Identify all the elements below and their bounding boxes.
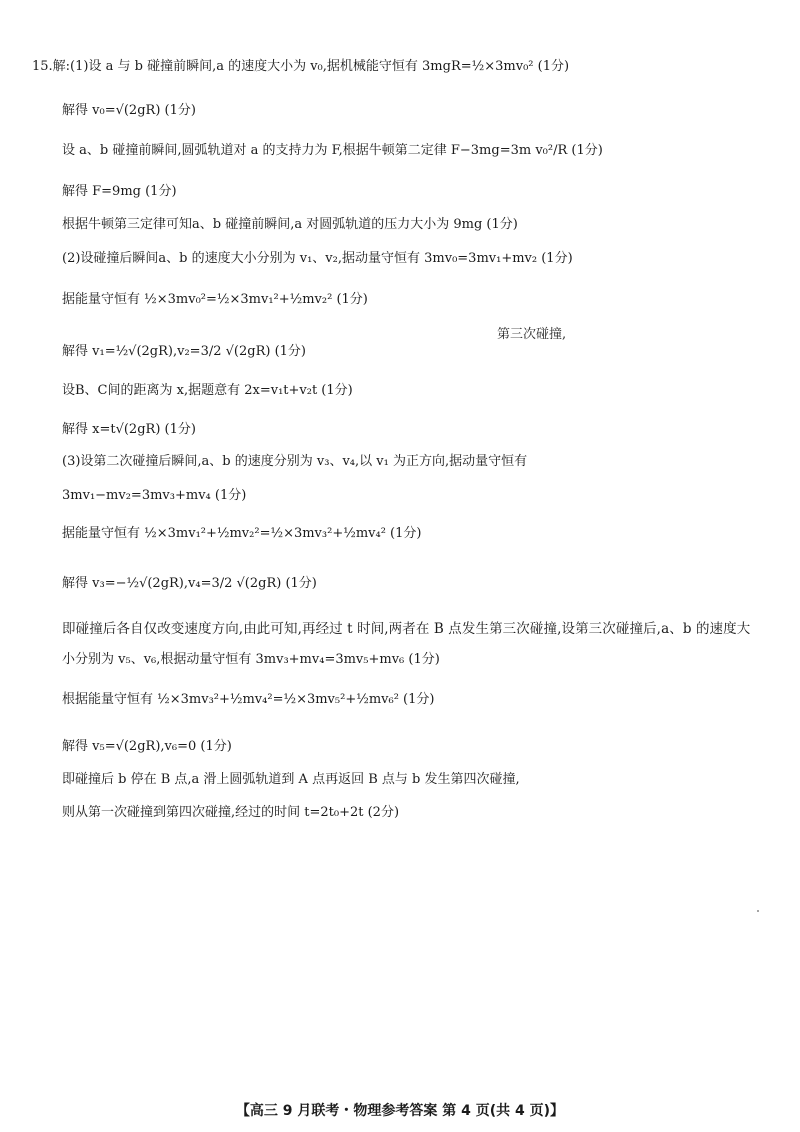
solution-line-4: 解得 F=9mg (1分) [62, 184, 177, 199]
solution-line-20: 则从第一次碰撞到第四次碰撞,经过的时间 t=2t₀+2t (2分) [62, 805, 400, 820]
solution-line-1: 15.解:(1)设 a 与 b 碰撞前瞬间,a 的速度大小为 v₀,据机械能守恒有 3mgR=½×3mv₀² (1分) [32, 59, 570, 74]
solution-line-3: 设 a、b 碰撞前瞬间,圆弧轨道对 a 的支持力为 F,根据牛顿第二定律 F−3mg=3m v₀²/R (1分) [62, 143, 603, 158]
solution-line-5: 根据牛顿第三定律可知a、b 碰撞前瞬间,a 对圆弧轨道的压力大小为 9mg (1分) [62, 217, 518, 232]
solution-line-12: 3mv₁−mv₂=3mv₃+mv₄ (1分) [62, 488, 247, 503]
solution-line-11: (3)设第二次碰撞后瞬间,a、b 的速度分别为 v₃、v₄,以 v₁ 为正方向,据动量守恒有 [62, 454, 528, 469]
solution-line-2: 解得 v₀=√(2gR) (1分) [62, 103, 196, 118]
solution-line-18: 解得 v₅=√(2gR),v₆=0 (1分) [62, 739, 232, 754]
solution-line-15: 即碰撞后各自仅改变速度方向,由此可知,再经过 t 时间,两者在 B 点发生第三次碰撞,设第三次碰撞后,a、b 的速度大 [62, 621, 751, 637]
page-footer: 【高三 9 月联考・物理参考答案 第 4 页(共 4 页)】 [235, 1103, 565, 1119]
solution-line-16: 小分别为 v₅、v₆,根据动量守恒有 3mv₃+mv₄=3mv₅+mv₆ (1分) [62, 652, 440, 667]
solution-line-9: 设B、C间的距离为 x,据题意有 2x=v₁t+v₂t (1分) [62, 383, 353, 398]
scan-speck [757, 910, 759, 912]
solution-line-13: 据能量守恒有 ½×3mv₁²+½mv₂²=½×3mv₃²+½mv₄² (1分) [62, 526, 422, 541]
solution-line-6: (2)设碰撞后瞬间a、b 的速度大小分别为 v₁、v₂,据动量守恒有 3mv₀=3mv₁+mv₂ (1分) [62, 251, 573, 266]
solution-line-8: 解得 v₁=½√(2gR),v₂=3/2 √(2gR) (1分) [62, 344, 306, 359]
solution-line-14: 解得 v₃=−½√(2gR),v₄=3/2 √(2gR) (1分) [62, 576, 317, 591]
solution-line-17: 根据能量守恒有 ½×3mv₃²+½mv₄²=½×3mv₅²+½mv₆² (1分) [62, 692, 435, 707]
solution-line-7: 据能量守恒有 ½×3mv₀²=½×3mv₁²+½mv₂² (1分) [62, 292, 368, 307]
stray-margin-text: 第三次碰撞, [497, 327, 567, 342]
solution-line-19: 即碰撞后 b 停在 B 点,a 滑上圆弧轨道到 A 点再返回 B 点与 b 发生第四次碰撞, [62, 772, 520, 787]
solution-line-10: 解得 x=t√(2gR) (1分) [62, 422, 196, 437]
